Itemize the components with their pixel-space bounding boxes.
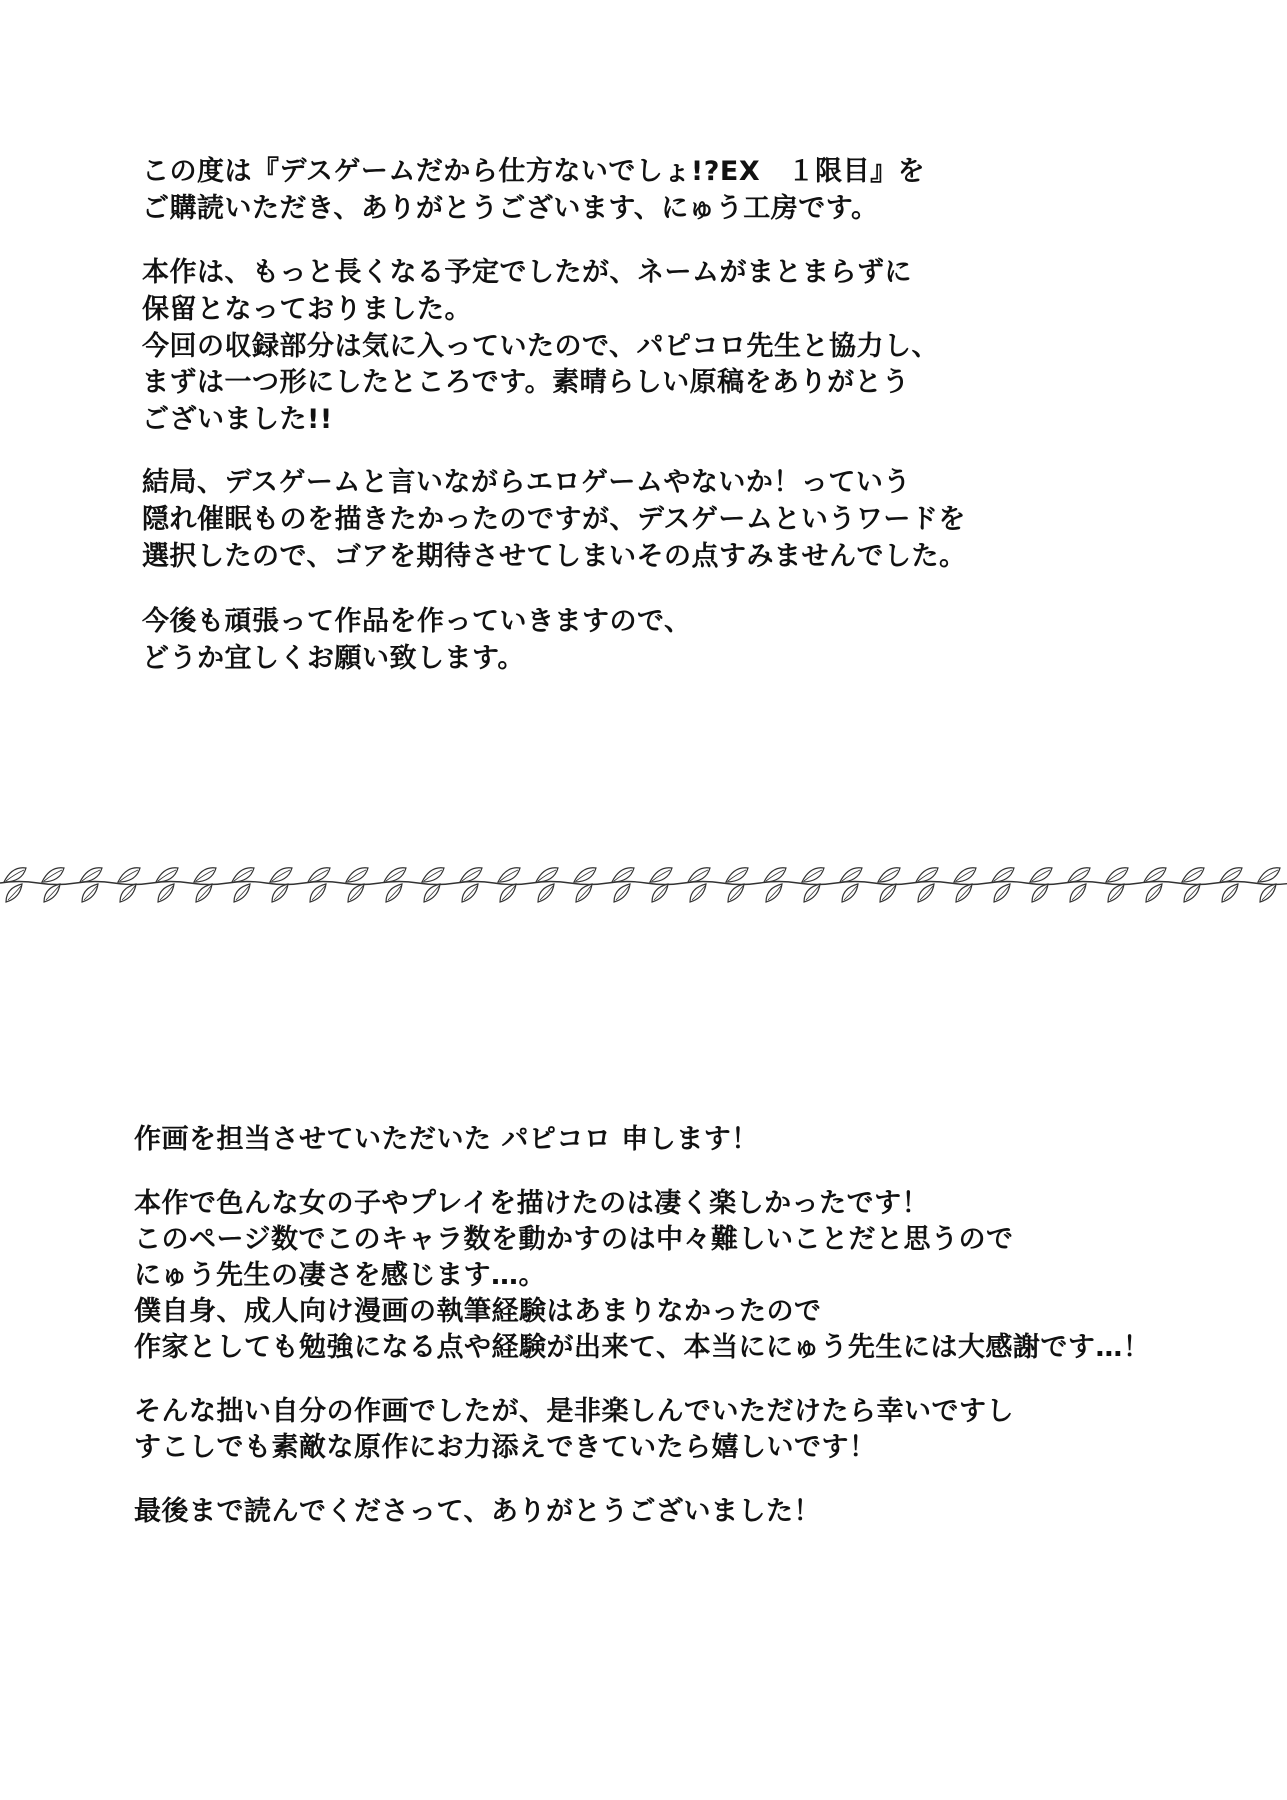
top-note-line: 隠れ催眠ものを描きたかったのですが、デスゲームというワードを — [142, 504, 966, 535]
top-note-line: 今後も頑張って作品を作っていきますので、 — [142, 606, 692, 637]
top-note-line: ご購読いただき、ありがとうございます、にゅう工房です。 — [142, 193, 879, 224]
vine-leaf-divider-icon — [0, 860, 1287, 906]
bottom-note-line: 作家としても勉強になる点や経験が出来て、本当ににゅう先生には大感謝です…！ — [134, 1332, 1151, 1363]
top-note-line: 本作は、もっと長くなる予定でしたが、ネームがまとまらずに — [142, 257, 912, 288]
top-note-line: まずは一つ形にしたところです。素晴らしい原稿をありがとう — [142, 367, 910, 398]
bottom-note-line: 僕自身、成人向け漫画の執筆経験はあまりなかったので — [134, 1296, 822, 1327]
bottom-note-line: このページ数でこのキャラ数を動かすのは中々難しいことだと思うので — [134, 1224, 1014, 1255]
top-note-line: どうか宜しくお願い致します。 — [142, 643, 525, 674]
top-note-line: 選択したので、ゴアを期待させてしまいその点すみませんでした。 — [142, 541, 967, 572]
top-note-line: ございました!! — [142, 404, 333, 435]
bottom-note-line: すこしでも素敵な原作にお力添えできていたら嬉しいです！ — [134, 1432, 877, 1463]
top-note-line: この度は『デスゲームだから仕方ないでしょ!?EX １限目』を — [142, 156, 926, 187]
top-note-line: 今回の収録部分は気に入っていたので、パピコロ先生と協力し、 — [142, 331, 939, 362]
bottom-note-line: 作画を担当させていただいた パピコロ 申します！ — [134, 1124, 759, 1155]
top-note-line: 保留となっておりました。 — [142, 294, 472, 325]
top-note-line: 結局、デスゲームと言いながらエロゲームやないか！っていう — [142, 467, 911, 498]
vine-stem — [0, 882, 1287, 885]
bottom-note-line: 最後まで読んでくださって、ありがとうございました！ — [134, 1496, 821, 1527]
bottom-note-line: そんな拙い自分の作画でしたが、是非楽しんでいただけたら幸いですし — [134, 1396, 1014, 1427]
bottom-note-line: にゅう先生の凄さを感じます…。 — [134, 1260, 546, 1291]
bottom-note-line: 本作で色んな女の子やプレイを描けたのは凄く楽しかったです！ — [134, 1188, 930, 1219]
